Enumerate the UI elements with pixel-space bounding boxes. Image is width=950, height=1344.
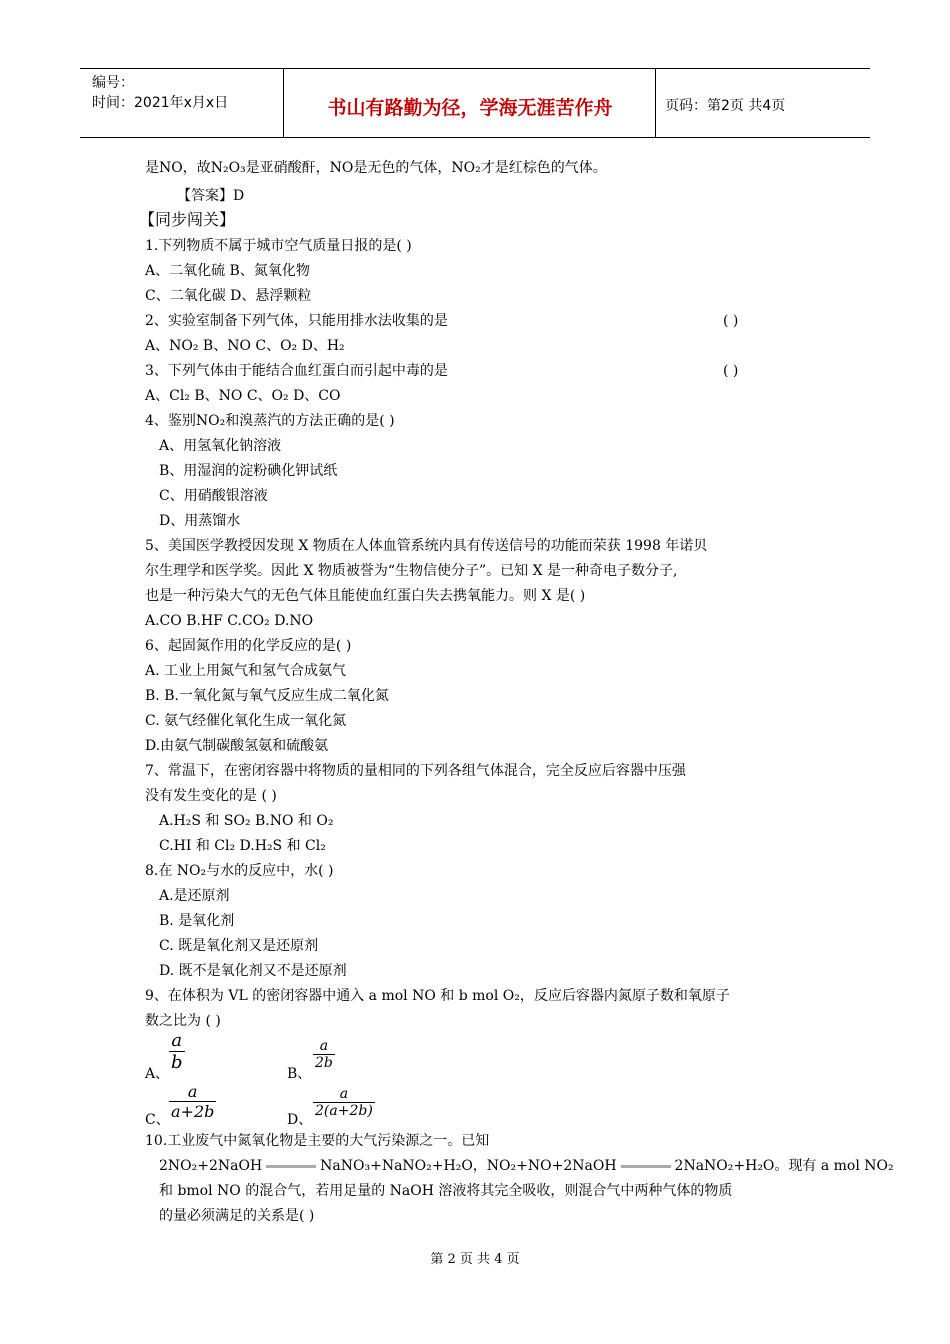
- option-label: D、: [287, 1112, 313, 1128]
- question-option: D.由氨气制碳酸氢氨和硫酸氨: [145, 738, 329, 754]
- answer-blank: ( ): [723, 313, 739, 329]
- answer-line: 【答案】D: [177, 188, 245, 204]
- question-stem: 尔生理学和医学奖。因此 X 物质被誉为“生物信使分子”。已知 X 是一种奇电子数分子,: [145, 563, 678, 579]
- time-label: 时间：2021年x月x日: [92, 95, 229, 111]
- fraction-option-c: [169, 1082, 216, 1121]
- intro-line: 是NO，故N₂O₃是亚硝酸酐，NO是无色的气体，NO₂才是红棕色的气体。: [145, 160, 607, 176]
- question-stem: 没有发生变化的是 ( ): [145, 788, 277, 804]
- header-divider: [283, 69, 284, 137]
- question-stem: 7、常温下，在密闭容器中将物质的量相同的下列各组气体混合，完全反应后容器中压强: [145, 763, 686, 779]
- fraction-numerator: a: [169, 1082, 216, 1102]
- question-options: C、二氧化碳 D、悬浮颗粒: [145, 288, 312, 304]
- reaction-arrow: [266, 1165, 316, 1168]
- question-stem: 9、在体积为 VL 的密闭容器中通入 a mol NO 和 b mol O₂，反应后容器内氮原子数和氧原子: [145, 988, 730, 1004]
- fraction-denominator: 2b: [315, 1055, 333, 1071]
- question-stem: 5、美国医学教授因发现 X 物质在人体血管系统内具有传送信号的功能而荣获 1998 年诺贝: [145, 538, 708, 554]
- question-options: A、NO₂ B、NO C、O₂ D、H₂: [145, 338, 345, 354]
- question-option: A、用氢氧化钠溶液: [159, 438, 282, 454]
- question-options: A、Cl₂ B、NO C、O₂ D、CO: [145, 388, 341, 404]
- equation-line: [159, 1156, 894, 1176]
- question-options: A、二氧化硫 B、氮氧化物: [145, 263, 310, 279]
- question-stem: 3、下列气体由于能结合血红蛋白而引起中毒的是: [145, 363, 448, 379]
- answer-blank: ( ): [723, 363, 739, 379]
- question-stem: 的量必须满足的关系是( ): [159, 1208, 315, 1224]
- question-option: C.HI 和 Cl₂ D.H₂S 和 Cl₂: [159, 838, 326, 854]
- reaction-arrow: [621, 1165, 671, 1168]
- question-stem: 2、实验室制备下列气体，只能用排水法收集的是: [145, 313, 448, 329]
- option-label: B、: [287, 1066, 312, 1082]
- question-stem: 也是一种污染大气的无色气体且能使血红蛋白失去携氧能力。则 X 是( ): [145, 588, 586, 604]
- equation-part: NaNO₃+NaNO₂+H₂O，NO₂+NO+2NaOH: [320, 1158, 617, 1174]
- question-stem: 1.下列物质不属于城市空气质量日报的是( ): [145, 238, 412, 254]
- number-label: 编号：: [92, 75, 134, 91]
- section-title: 【同步闯关】: [139, 210, 236, 229]
- fraction-numerator: a: [313, 1086, 375, 1103]
- question-option: B. B.一氧化氮与氧气反应生成二氧化氮: [145, 688, 389, 704]
- fraction-numerator: a: [169, 1030, 185, 1052]
- question-option: C. 氨气经催化氧化生成一氧化氮: [145, 713, 347, 729]
- question-option: A.H₂S 和 SO₂ B.NO 和 O₂: [159, 813, 334, 829]
- fraction-option-b: [313, 1038, 335, 1071]
- question-stem: 和 bmol NO 的混合气，若用足量的 NaOH 溶液将其完全吸收，则混合气中两种气体的物质: [159, 1183, 733, 1199]
- page-label: 页码：第2页 共4页: [665, 98, 786, 114]
- header-divider: [655, 69, 656, 137]
- question-option: A. 工业上用氮气和氢气合成氨气: [145, 663, 347, 679]
- question-option: C、用硝酸银溶液: [159, 488, 268, 504]
- question-option: C. 既是氧化剂又是还原剂: [159, 938, 319, 954]
- fraction-denominator: b: [171, 1052, 183, 1073]
- question-stem: 6、起固氮作用的化学反应的是( ): [145, 638, 352, 654]
- fraction-option-a: [169, 1030, 185, 1073]
- question-stem: 数之比为 ( ): [145, 1013, 221, 1029]
- question-stem: 8.在 NO₂与水的反应中，水( ): [145, 863, 334, 879]
- page-footer: 第 2 页 共 4 页: [430, 1252, 520, 1267]
- question-option: D. 既不是氧化剂又不是还原剂: [159, 963, 347, 979]
- question-option: B. 是氧化剂: [159, 913, 235, 929]
- equation-part: 2NO₂+2NaOH: [159, 1158, 263, 1174]
- fraction-denominator: a+2b: [171, 1102, 215, 1121]
- question-stem: 4、鉴别NO₂和溴蒸汽的方法正确的是( ): [145, 413, 395, 429]
- question-options: A.CO B.HF C.CO₂ D.NO: [145, 613, 314, 629]
- question-option: B、用湿润的淀粉碘化钾试纸: [159, 463, 338, 479]
- question-option: D、用蒸馏水: [159, 513, 241, 529]
- option-label: C、: [145, 1112, 170, 1128]
- question-stem: 10.工业废气中氮氧化物是主要的大气污染源之一。已知: [145, 1133, 490, 1149]
- fraction-option-d: [313, 1086, 375, 1119]
- page-header: [80, 68, 870, 138]
- option-label: A、: [145, 1066, 170, 1082]
- header-meta: [92, 73, 228, 113]
- fraction-denominator: 2(a+2b): [315, 1103, 373, 1119]
- question-option: A.是还原剂: [159, 888, 230, 904]
- fraction-numerator: a: [313, 1038, 335, 1055]
- motto: 书山有路勤为径，学海无涯苦作舟: [327, 97, 613, 119]
- equation-part: 2NaNO₂+H₂O。现有 a mol NO₂: [674, 1158, 894, 1174]
